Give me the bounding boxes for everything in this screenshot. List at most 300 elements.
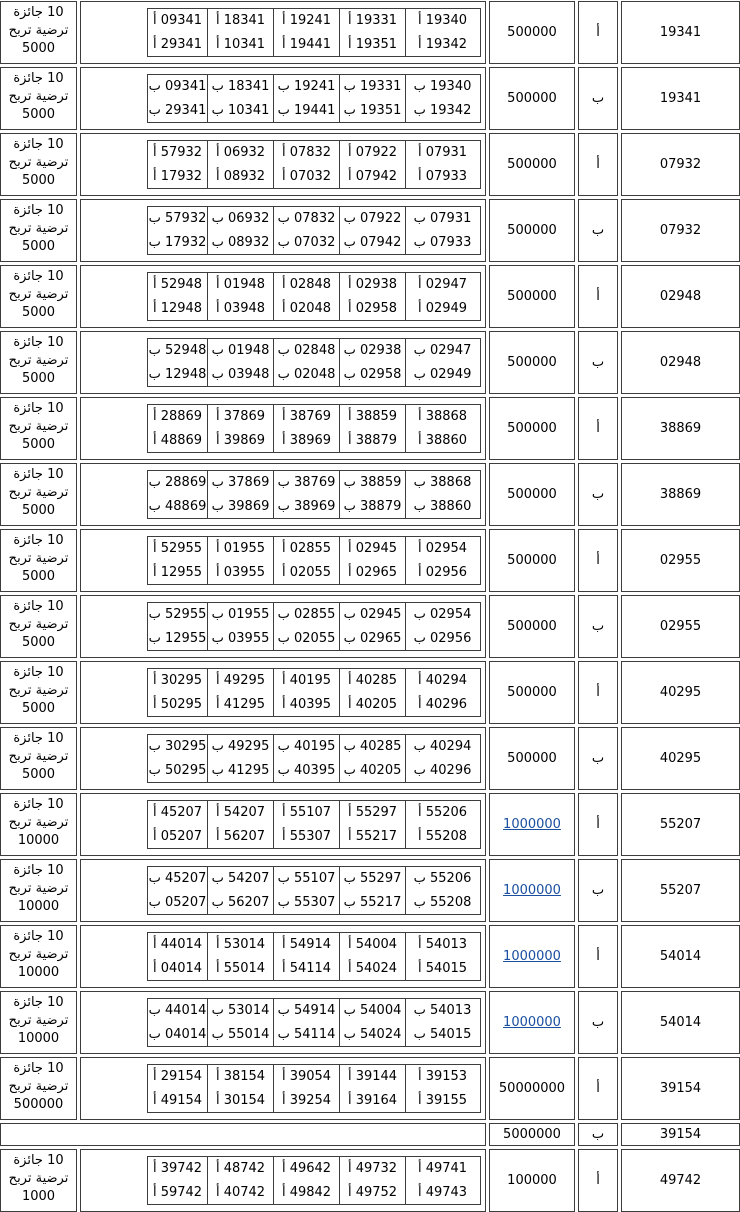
consolation-numbers: [80, 133, 486, 196]
consolation-number: 02956 أ: [417, 564, 468, 580]
table-row: [0, 199, 740, 262]
table-row: [0, 463, 740, 526]
series-letter: ب: [578, 463, 618, 526]
consolation-grid: [147, 74, 481, 123]
consolation-number: 40285 ب: [340, 735, 406, 759]
consolation-number: 39742 أ: [148, 1157, 208, 1181]
consolation-prize: [0, 595, 77, 658]
winning-number: 55207: [621, 859, 740, 922]
table-row: [0, 529, 740, 592]
table-row: [0, 595, 740, 658]
consolation-prize-label: ترضية تربح: [8, 353, 69, 368]
consolation-number: 07032 أ: [274, 165, 340, 189]
consolation-number: 30295 ب: [148, 735, 208, 759]
consolation-number: 50295 ب: [148, 759, 208, 783]
consolation-prize-label: 10 جائزة: [13, 1061, 64, 1076]
consolation-number: 54114 ب: [274, 1023, 340, 1047]
prize-amount: 500000: [489, 265, 575, 328]
consolation-number: 05207 ب: [148, 891, 208, 915]
consolation-number: 02055 ب: [274, 627, 340, 651]
consolation-prize-value: 5000: [21, 371, 56, 386]
prize-amount: 500000: [489, 67, 575, 130]
consolation-number: 40296 أ: [417, 696, 468, 712]
consolation-prize-label: 10 جائزة: [13, 863, 64, 878]
consolation-number: 07832 أ: [274, 141, 340, 165]
consolation-prize-label: 10 جائزة: [13, 533, 64, 548]
consolation-number: 17932 ب: [148, 231, 208, 255]
consolation-number: 02848 ب: [274, 339, 340, 363]
consolation-number: 57932 أ: [148, 141, 208, 165]
consolation-number: 38859 أ: [340, 405, 406, 429]
consolation-number: 40205 ب: [340, 759, 406, 783]
consolation-number: 49732 أ: [340, 1157, 406, 1181]
consolation-number: 06932 ب: [208, 207, 274, 231]
series-letter: ب: [578, 991, 618, 1054]
consolation-number: 12948 أ: [148, 297, 208, 321]
consolation-prize-label: ترضية تربح: [8, 155, 69, 170]
consolation-number: 55206 أ: [417, 805, 468, 821]
consolation-prize-value: 5000: [21, 239, 56, 254]
consolation-number: 06932 أ: [208, 141, 274, 165]
consolation-numbers: [80, 1, 486, 64]
consolation-number: 19241 ب: [274, 75, 340, 99]
prize-amount: 100000: [489, 1149, 575, 1212]
consolation-number: 39254 أ: [274, 1089, 340, 1113]
consolation-prize: [0, 859, 77, 922]
consolation-number: 55297 أ: [340, 801, 406, 825]
consolation-grid: [147, 8, 481, 57]
consolation-prize-value: 5000: [21, 503, 56, 518]
winning-number: 19341: [621, 67, 740, 130]
consolation-number: 02965 ب: [340, 627, 406, 651]
consolation-number: 55307 ب: [274, 891, 340, 915]
consolation-number: 40395 ب: [274, 759, 340, 783]
winning-number: 54014: [621, 925, 740, 988]
consolation-number: 57932 ب: [148, 207, 208, 231]
consolation-grid: [147, 404, 481, 453]
prize-amount: 500000: [489, 1, 575, 64]
consolation-number: 56207 ب: [208, 891, 274, 915]
consolation-number: 09341 ب: [148, 75, 208, 99]
consolation-prize-label: ترضية تربح: [8, 881, 69, 896]
consolation-grid: [147, 206, 481, 255]
consolation-number: 19331 ب: [340, 75, 406, 99]
consolation-number: 02947 أ: [417, 277, 468, 293]
consolation-numbers: [80, 331, 486, 394]
consolation-number: 12955 ب: [148, 627, 208, 651]
consolation-number: 38860 أ: [417, 432, 468, 448]
consolation-number: 19351 ب: [340, 99, 406, 123]
consolation-number: 38859 ب: [340, 471, 406, 495]
consolation-number: 54024 ب: [340, 1023, 406, 1047]
consolation-prize-value: 5000: [21, 173, 56, 188]
consolation-number: 45207 أ: [148, 801, 208, 825]
consolation-numbers: [80, 199, 486, 262]
consolation-number: 39869 أ: [208, 429, 274, 453]
table-row: [0, 1123, 740, 1146]
prize-amount: 500000: [489, 727, 575, 790]
consolation-number: 03948 أ: [208, 297, 274, 321]
consolation-prize-value: 10000: [17, 899, 60, 914]
series-letter: ب: [578, 595, 618, 658]
consolation-number: 07931 أ: [417, 145, 468, 161]
consolation-prize: [0, 199, 77, 262]
consolation-number: 39164 أ: [340, 1089, 406, 1113]
consolation-prize: [0, 925, 77, 988]
consolation-number: 01955 ب: [208, 603, 274, 627]
prize-amount-link[interactable]: 1000000: [503, 817, 561, 832]
consolation-prize-label: ترضية تربح: [8, 1171, 69, 1186]
consolation-number: 07933 أ: [417, 168, 468, 184]
consolation-prize-value: 5000: [21, 767, 56, 782]
consolation-number: 38868 ب: [413, 475, 472, 491]
consolation-number: 19441 أ: [274, 33, 340, 57]
consolation-number: 17932 أ: [148, 165, 208, 189]
consolation-numbers: [80, 67, 486, 130]
prize-amount[interactable]: [489, 925, 575, 988]
series-letter: ب: [578, 331, 618, 394]
series-letter: أ: [578, 793, 618, 856]
consolation-number: 55014 ب: [208, 1023, 274, 1047]
consolation-number: 55307 أ: [274, 825, 340, 849]
consolation-number: 12955 أ: [148, 561, 208, 585]
consolation-number: 54114 أ: [274, 957, 340, 981]
consolation-number: 01955 أ: [208, 537, 274, 561]
consolation-prize-label: 10 جائزة: [13, 665, 64, 680]
consolation-number: 53014 ب: [208, 999, 274, 1023]
consolation-grid: [147, 140, 481, 189]
consolation-number: 55206 ب: [413, 871, 472, 887]
consolation-prize: [0, 397, 77, 460]
consolation-number: 19441 ب: [274, 99, 340, 123]
consolation-number: 49295 أ: [208, 669, 274, 693]
consolation-grid: [147, 338, 481, 387]
prize-amount-link[interactable]: 1000000: [503, 949, 561, 964]
consolation-number: 38154 أ: [208, 1065, 274, 1089]
consolation-number: 41295 أ: [208, 693, 274, 717]
prize-amount: 500000: [489, 397, 575, 460]
consolation-number: 52948 ب: [148, 339, 208, 363]
consolation-number: 40294 ب: [413, 739, 472, 755]
consolation-grid: [147, 1156, 481, 1205]
consolation-number: 04014 أ: [148, 957, 208, 981]
consolation-number: 02954 ب: [413, 607, 472, 623]
consolation-numbers: [80, 1057, 486, 1120]
consolation-numbers: [80, 793, 486, 856]
table-row: [0, 1057, 740, 1120]
consolation-number: 54013 أ: [417, 937, 468, 953]
consolation-number: 02949 ب: [413, 366, 472, 382]
winning-number: 40295: [621, 661, 740, 724]
consolation-number: 48869 أ: [148, 429, 208, 453]
table-row: [0, 1149, 740, 1212]
winning-number: 49742: [621, 1149, 740, 1212]
consolation-number: 49154 أ: [148, 1089, 208, 1113]
table-row: [0, 265, 740, 328]
table-row: [0, 859, 740, 922]
consolation-number: 02945 أ: [340, 537, 406, 561]
consolation-number: 02855 ب: [274, 603, 340, 627]
consolation-number: 01948 ب: [208, 339, 274, 363]
consolation-number: 49642 أ: [274, 1157, 340, 1181]
series-letter: أ: [578, 265, 618, 328]
consolation-prize-label: 10 جائزة: [13, 203, 64, 218]
winning-number: 07932: [621, 133, 740, 196]
consolation-number: 07942 ب: [340, 231, 406, 255]
consolation-number: 04014 ب: [148, 1023, 208, 1047]
consolation-grid: [147, 470, 481, 519]
consolation-number: 28869 أ: [148, 405, 208, 429]
consolation-prize-label: 10 جائزة: [13, 929, 64, 944]
consolation-prize: [0, 991, 77, 1054]
consolation-number: 02055 أ: [274, 561, 340, 585]
consolation-prize-value: 10000: [17, 833, 60, 848]
consolation-prize-label: 10 جائزة: [13, 599, 64, 614]
winning-number: 39154: [621, 1057, 740, 1120]
consolation-number: 39153 أ: [417, 1069, 468, 1085]
consolation-number: 54004 أ: [340, 933, 406, 957]
consolation-number: 49741 أ: [417, 1161, 468, 1177]
consolation-numbers: [80, 595, 486, 658]
consolation-prize-value: 5000: [21, 41, 56, 56]
consolation-number: 19241 أ: [274, 9, 340, 33]
consolation-number: 54004 ب: [340, 999, 406, 1023]
consolation-number: 19342 ب: [413, 102, 472, 118]
consolation-number: 54015 ب: [413, 1026, 472, 1042]
table-row: [0, 397, 740, 460]
consolation-number: 07922 أ: [340, 141, 406, 165]
consolation-number: 02855 أ: [274, 537, 340, 561]
consolation-number: 49842 أ: [274, 1181, 340, 1205]
prize-amount: 5000000: [489, 1123, 575, 1146]
consolation-number: 29341 أ: [148, 33, 208, 57]
consolation-number: 19340 ب: [413, 79, 472, 95]
consolation-number: 19331 أ: [340, 9, 406, 33]
consolation-number: 07922 ب: [340, 207, 406, 231]
table-row: [0, 793, 740, 856]
consolation-number: 52955 أ: [148, 537, 208, 561]
consolation-number: 10341 ب: [208, 99, 274, 123]
consolation-number: 44014 ب: [148, 999, 208, 1023]
consolation-numbers: [80, 661, 486, 724]
consolation-number: 40296 ب: [413, 762, 472, 778]
consolation-grid: [147, 800, 481, 849]
consolation-number: 48869 ب: [148, 495, 208, 519]
consolation-number: 56207 أ: [208, 825, 274, 849]
consolation-number: 28869 ب: [148, 471, 208, 495]
consolation-prize-label: 10 جائزة: [13, 335, 64, 350]
consolation-numbers: [80, 1149, 486, 1212]
table-row: [0, 661, 740, 724]
consolation-number: 12948 ب: [148, 363, 208, 387]
consolation-number: 02954 أ: [417, 541, 468, 557]
consolation-number: 03955 ب: [208, 627, 274, 651]
prize-amount: 500000: [489, 199, 575, 262]
consolation-prize-value: 500000: [13, 1097, 64, 1112]
winning-number: 38869: [621, 463, 740, 526]
consolation-prize: [0, 265, 77, 328]
consolation-numbers: [80, 727, 486, 790]
consolation-number: 48742 أ: [208, 1157, 274, 1181]
table-row: [0, 727, 740, 790]
consolation-numbers: [80, 991, 486, 1054]
winning-number: 02955: [621, 595, 740, 658]
prize-amount: 500000: [489, 331, 575, 394]
table-row: [0, 991, 740, 1054]
winning-number: 02948: [621, 331, 740, 394]
consolation-numbers: [80, 529, 486, 592]
prize-amount: 500000: [489, 529, 575, 592]
consolation-numbers: [80, 925, 486, 988]
table-row: [0, 925, 740, 988]
consolation-number: 38879 ب: [340, 495, 406, 519]
consolation-number: 02947 ب: [413, 343, 472, 359]
consolation-number: 55297 ب: [340, 867, 406, 891]
consolation-number: 02956 ب: [413, 630, 472, 646]
consolation-number: 18341 أ: [208, 9, 274, 33]
winning-number: 02948: [621, 265, 740, 328]
consolation-number: 38769 ب: [274, 471, 340, 495]
consolation-number: 40742 أ: [208, 1181, 274, 1205]
consolation-prize: [0, 1149, 77, 1212]
consolation-number: 38860 ب: [413, 498, 472, 514]
consolation-number: 29154 أ: [148, 1065, 208, 1089]
consolation-number: 29341 ب: [148, 99, 208, 123]
consolation-grid: [147, 734, 481, 783]
consolation-number: 38769 أ: [274, 405, 340, 429]
prize-amount-link[interactable]: 1000000: [503, 883, 561, 898]
consolation-prize-label: 10 جائزة: [13, 797, 64, 812]
consolation-prize: [0, 727, 77, 790]
consolation-grid: [147, 932, 481, 981]
table-row: [0, 67, 740, 130]
consolation-grid: [147, 668, 481, 717]
prize-amount: 500000: [489, 661, 575, 724]
consolation-number: 54207 أ: [208, 801, 274, 825]
series-letter: أ: [578, 397, 618, 460]
consolation-number: 38868 أ: [417, 409, 468, 425]
consolation-number: 19351 أ: [340, 33, 406, 57]
consolation-number: 59742 أ: [148, 1181, 208, 1205]
series-letter: أ: [578, 529, 618, 592]
consolation-number: 40285 أ: [340, 669, 406, 693]
prize-amount-link[interactable]: 1000000: [503, 1015, 561, 1030]
consolation-number: 44014 أ: [148, 933, 208, 957]
consolation-number: 40195 أ: [274, 669, 340, 693]
consolation-prize-label: ترضية تربح: [8, 947, 69, 962]
consolation-grid: [147, 602, 481, 651]
consolation-prize: [0, 529, 77, 592]
prize-amount[interactable]: [489, 859, 575, 922]
consolation-prize-label: ترضية تربح: [8, 617, 69, 632]
prize-amount: 500000: [489, 595, 575, 658]
consolation-prize: [0, 331, 77, 394]
consolation-number: 54914 أ: [274, 933, 340, 957]
consolation-number: 55217 ب: [340, 891, 406, 915]
series-letter: أ: [578, 1149, 618, 1212]
consolation-number: 02945 ب: [340, 603, 406, 627]
consolation-prize-label: ترضية تربح: [8, 89, 69, 104]
consolation-prize-label: ترضية تربح: [8, 551, 69, 566]
empty-cell: [0, 1123, 486, 1146]
consolation-number: 38969 أ: [274, 429, 340, 453]
consolation-number: 02848 أ: [274, 273, 340, 297]
winning-number: 19341: [621, 1, 740, 64]
consolation-number: 55208 ب: [413, 894, 472, 910]
consolation-prize-label: ترضية تربح: [8, 221, 69, 236]
consolation-number: 40395 أ: [274, 693, 340, 717]
consolation-prize-value: 10000: [17, 1031, 60, 1046]
consolation-prize-label: ترضية تربح: [8, 1013, 69, 1028]
consolation-number: 18341 ب: [208, 75, 274, 99]
consolation-number: 08932 أ: [208, 165, 274, 189]
consolation-prize-label: 10 جائزة: [13, 71, 64, 86]
consolation-number: 55217 أ: [340, 825, 406, 849]
winning-number: 02955: [621, 529, 740, 592]
consolation-numbers: [80, 859, 486, 922]
consolation-prize-value: 5000: [21, 635, 56, 650]
winning-number: 40295: [621, 727, 740, 790]
consolation-prize: [0, 463, 77, 526]
consolation-number: 37869 أ: [208, 405, 274, 429]
consolation-prize-label: 10 جائزة: [13, 1153, 64, 1168]
prize-amount: 500000: [489, 133, 575, 196]
consolation-number: 49752 أ: [340, 1181, 406, 1205]
consolation-number: 54207 ب: [208, 867, 274, 891]
consolation-number: 07832 ب: [274, 207, 340, 231]
table-row: [0, 331, 740, 394]
prize-amount[interactable]: [489, 793, 575, 856]
series-letter: ب: [578, 67, 618, 130]
consolation-prize-value: 1000: [21, 1189, 56, 1204]
consolation-number: 37869 ب: [208, 471, 274, 495]
prize-amount[interactable]: [489, 991, 575, 1054]
consolation-grid: [147, 536, 481, 585]
consolation-number: 19340 أ: [417, 13, 468, 29]
consolation-grid: [147, 272, 481, 321]
series-letter: أ: [578, 1, 618, 64]
winning-number: 55207: [621, 793, 740, 856]
consolation-prize: [0, 661, 77, 724]
consolation-number: 41295 ب: [208, 759, 274, 783]
consolation-prize-label: 10 جائزة: [13, 401, 64, 416]
consolation-number: 53014 أ: [208, 933, 274, 957]
consolation-prize-value: 5000: [21, 701, 56, 716]
consolation-prize-value: 10000: [17, 965, 60, 980]
consolation-number: 39144 أ: [340, 1065, 406, 1089]
consolation-number: 50295 أ: [148, 693, 208, 717]
consolation-number: 38879 أ: [340, 429, 406, 453]
consolation-number: 39155 أ: [417, 1092, 468, 1108]
consolation-number: 55208 أ: [417, 828, 468, 844]
consolation-number: 02958 أ: [340, 297, 406, 321]
consolation-number: 54013 ب: [413, 1003, 472, 1019]
winning-number: 54014: [621, 991, 740, 1054]
consolation-prize: [0, 1057, 77, 1120]
prize-amount: 500000: [489, 463, 575, 526]
consolation-number: 30295 أ: [148, 669, 208, 693]
consolation-prize-value: 5000: [21, 569, 56, 584]
consolation-prize-label: ترضية تربح: [8, 749, 69, 764]
series-letter: ب: [578, 859, 618, 922]
consolation-number: 02048 أ: [274, 297, 340, 321]
consolation-prize-value: 5000: [21, 107, 56, 122]
consolation-number: 02958 ب: [340, 363, 406, 387]
table-row: [0, 133, 740, 196]
consolation-prize-label: ترضية تربح: [8, 815, 69, 830]
series-letter: أ: [578, 1057, 618, 1120]
consolation-number: 02938 ب: [340, 339, 406, 363]
